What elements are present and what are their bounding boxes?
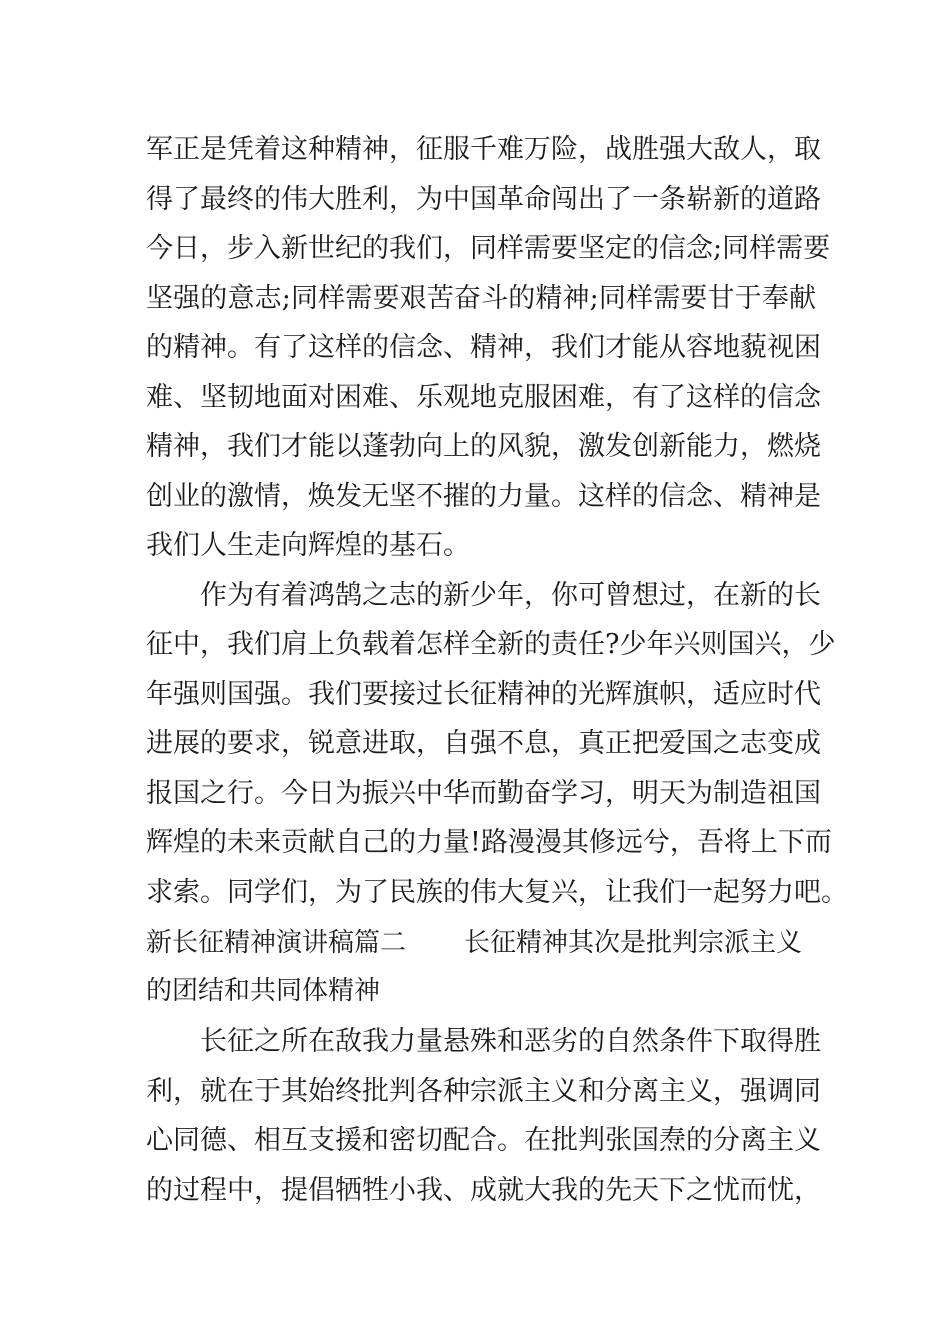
- paragraph-1-line-5: 的精神。有了这样的信念、精神，我们才能从容地藐视困: [146, 332, 821, 363]
- paragraph-1-line-6: 难、坚韧地面对困难、乐观地克服困难，有了这样的信念: [146, 382, 821, 413]
- paragraph-1-line-1: 军正是凭着这种精神，征服千难万险，战胜强大敌人，取: [146, 134, 821, 165]
- paragraph-2-line-3: 年强则国强。我们要接过长征精神的光辉旗帜，适应时代: [146, 679, 821, 710]
- section-heading-line-2: 的团结和共同体精神: [146, 976, 381, 1006]
- paragraph-3-line-3: 心同德、相互支援和密切配合。在批判张国焘的分离主义: [146, 1125, 821, 1156]
- paragraph-2-line-7: 求索。同学们，为了民族的伟大复兴，让我们一起努力吧。: [146, 877, 848, 908]
- paragraph-1-line-3: 今日，步入新世纪的我们，同样需要坚定的信念;同样需要: [146, 233, 831, 264]
- paragraph-2-line-6: 辉煌的未来贡献自己的力量!路漫漫其修远兮，吾将上下而: [146, 827, 832, 858]
- section-heading-title: 新长征精神演讲稿篇二: [146, 928, 407, 958]
- paragraph-1-line-9: 我们人生走向辉煌的基石。: [146, 530, 470, 561]
- paragraph-1-line-7: 精神，我们才能以蓬勃向上的风貌，激发创新能力，燃烧: [146, 431, 821, 462]
- paragraph-1-line-4: 坚强的意志;同样需要艰苦奋斗的精神;同样需要甘于奉献: [146, 283, 816, 314]
- paragraph-2-line-2: 征中，我们肩上负载着怎样全新的责任?少年兴则国兴，少: [146, 629, 836, 660]
- paragraph-3-line-4: 的过程中，提倡牺牲小我、成就大我的先天下之忧而忧，: [146, 1175, 821, 1206]
- paragraph-2-line-1: 作为有着鸿鹄之志的新少年，你可曾想过，在新的长: [200, 580, 821, 611]
- paragraph-3-line-2: 利，就在于其始终批判各种宗派主义和分离主义，强调同: [146, 1076, 821, 1107]
- paragraph-2-line-4: 进展的要求，锐意进取，自强不息，真正把爱国之志变成: [146, 728, 821, 759]
- section-heading-line-1: [146, 926, 816, 960]
- paragraph-3-line-1: 长征之所在敌我力量悬殊和恶劣的自然条件下取得胜: [200, 1026, 821, 1057]
- section-heading-subtitle: 长征精神其次是批判宗派主义: [464, 928, 803, 958]
- paragraph-1-line-8: 创业的激情，焕发无坚不摧的力量。这样的信念、精神是: [146, 481, 821, 512]
- paragraph-1-line-2: 得了最终的伟大胜利，为中国革命闯出了一条崭新的道路: [146, 184, 821, 215]
- paragraph-2-line-5: 报国之行。今日为振兴中华而勤奋学习，明天为制造祖国: [146, 778, 821, 809]
